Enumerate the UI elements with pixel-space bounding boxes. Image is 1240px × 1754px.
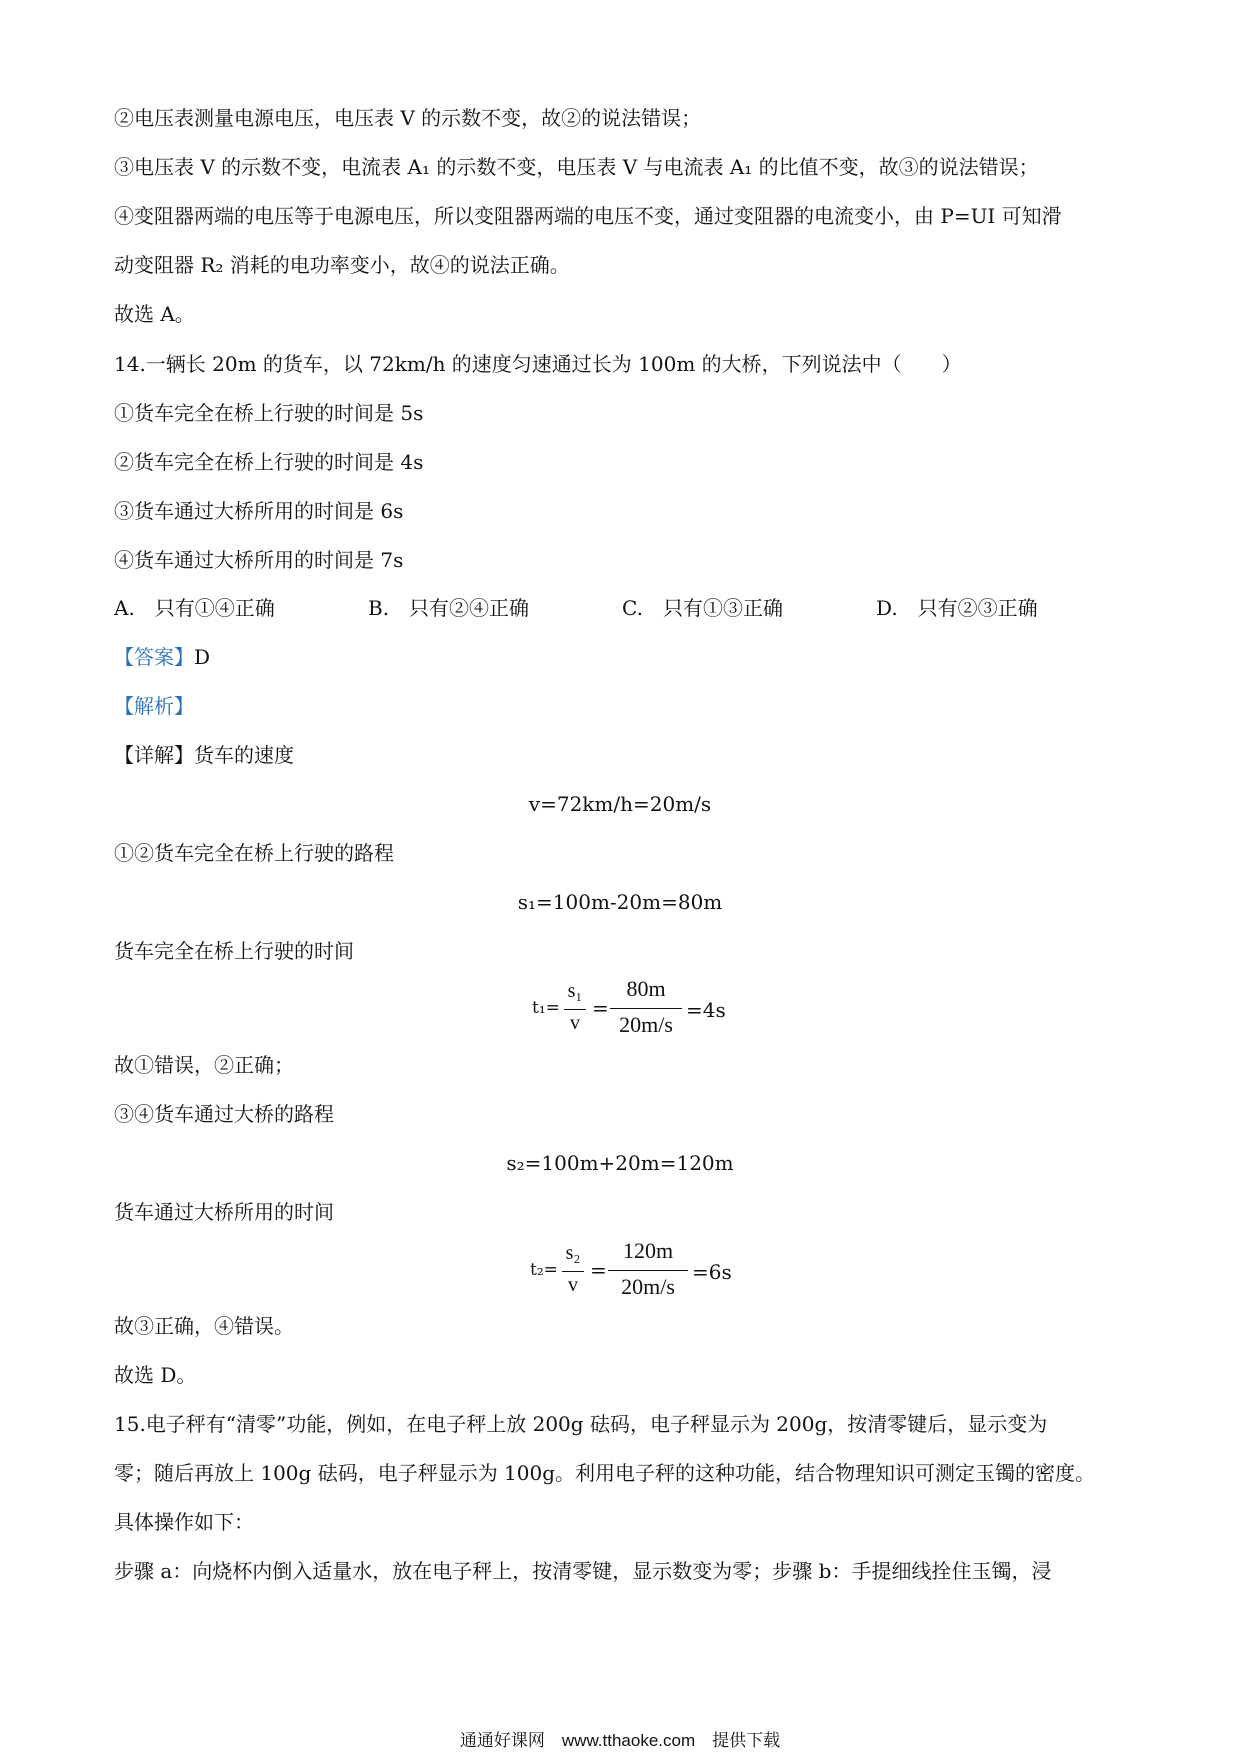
numerator: 80m <box>626 976 666 1001</box>
eq-sign: = <box>590 1258 607 1282</box>
fraction-bar <box>608 1270 688 1271</box>
equation-t1 <box>530 976 730 1046</box>
equation-speed: v=72km/h=20m/s <box>528 792 712 816</box>
text-line: 故选 D。 <box>114 1363 197 1387</box>
statement-3: ③货车通过大桥所用的时间是 6s <box>114 499 404 523</box>
statement-2: ②货车完全在桥上行驶的时间是 4s <box>114 450 424 474</box>
text-line: ②电压表测量电源电压，电压表 V 的示数不变，故②的说法错误； <box>114 106 702 130</box>
answer-tag: 【答案】 <box>114 645 194 669</box>
option-d: D. 只有②③正确 <box>876 596 1038 620</box>
eq-result: =6s <box>692 1260 732 1284</box>
answer-value: D <box>194 645 211 669</box>
detail-line: 【详解】货车的速度 <box>114 743 294 767</box>
equation-s2: s₂=100m+20m=120m <box>506 1151 734 1175</box>
text-line: ④变阻器两端的电压等于电源电压，所以变阻器两端的电压不变，通过变阻器的电流变小，由 P=UI 可知滑 <box>114 204 1062 228</box>
eq-lhs: t₂= <box>530 1260 558 1280</box>
text-line: ③④货车通过大桥的路程 <box>114 1102 334 1126</box>
page-footer: 通通好课网 www.tthaoke.com 提供下载 <box>459 1731 781 1750</box>
fraction-values <box>608 1238 688 1304</box>
text-line: ③电压表 V 的示数不变，电流表 A₁ 的示数不变，电压表 V 与电流表 A₁ 的比值不变，故③的说法错误； <box>114 155 1039 179</box>
fraction-bar <box>610 1008 682 1009</box>
eq-result: =4s <box>686 998 726 1022</box>
question-15: 15.电子秤有“清零”功能，例如，在电子秤上放 200g 砝码，电子秤显示为 200g，按清零键后，显示变为 <box>114 1412 1048 1436</box>
option-b: B. 只有②④正确 <box>368 596 530 620</box>
text-line: 具体操作如下： <box>114 1510 254 1534</box>
eq-lhs: t₁= <box>532 998 560 1018</box>
numerator: 120m <box>622 1238 674 1263</box>
fraction-bar <box>564 1009 586 1010</box>
text-line: 零；随后再放上 100g 砝码，电子秤显示为 100g。利用电子秤的这种功能，结合物理知识可测定玉镯的密度。 <box>114 1461 1096 1485</box>
text-line: 故①错误，②正确； <box>114 1053 294 1077</box>
equation-t2 <box>528 1238 738 1308</box>
text-line: ①②货车完全在桥上行驶的路程 <box>114 841 394 865</box>
denominator: v <box>568 1274 578 1296</box>
denominator: 20m/s <box>621 1274 675 1299</box>
fraction-values <box>610 976 682 1042</box>
text-line: 故③正确，④错误。 <box>114 1314 294 1338</box>
fraction-bar <box>562 1271 584 1272</box>
text-line: 步骤 a：向烧杯内倒入适量水，放在电子秤上，按清零键，显示数变为零；步骤 b：手提细线拴住玉镯，浸 <box>114 1559 1052 1583</box>
text-line: 货车完全在桥上行驶的时间 <box>114 939 354 963</box>
numerator: s₂ <box>565 1242 581 1264</box>
denominator: 20m/s <box>619 1012 673 1037</box>
equation-s1: s₁=100m-20m=80m <box>517 890 723 914</box>
denominator: v <box>570 1012 580 1034</box>
option-a: A. 只有①④正确 <box>114 596 275 620</box>
eq-sign: = <box>592 996 609 1020</box>
fraction-s-over-v <box>562 1242 584 1302</box>
numerator: s₁ <box>567 980 583 1002</box>
option-c: C. 只有①③正确 <box>622 596 783 620</box>
statement-1: ①货车完全在桥上行驶的时间是 5s <box>114 401 424 425</box>
statement-4: ④货车通过大桥所用的时间是 7s <box>114 548 404 572</box>
text-line: 故选 A。 <box>114 302 195 326</box>
question-14: 14.一辆长 20m 的货车，以 72km/h 的速度匀速通过长为 100m 的大桥，下列说法中（ ） <box>114 352 962 376</box>
answer-line <box>114 643 210 671</box>
text-line: 动变阻器 R₂ 消耗的电功率变小，故④的说法正确。 <box>114 253 570 277</box>
analysis-tag: 【解析】 <box>114 694 194 718</box>
text-line: 货车通过大桥所用的时间 <box>114 1200 334 1224</box>
fraction-s-over-v <box>564 980 586 1040</box>
